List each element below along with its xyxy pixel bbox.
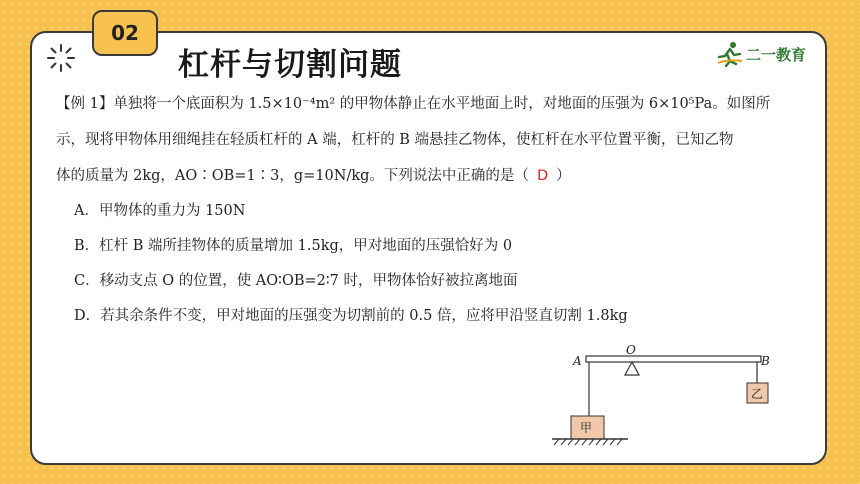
label-a: A	[573, 354, 582, 368]
block-jia-label: 甲	[580, 421, 593, 435]
block-yi-label: 乙	[751, 387, 764, 401]
question-line-3: 体的质量为 2kg，AO∶OB=1∶3，g=10N/kg。下列说法中正确的是（	[56, 168, 529, 184]
logo-text: 二一教育	[746, 45, 807, 64]
section-badge: 02	[92, 10, 158, 56]
answer-letter: D	[536, 168, 549, 184]
question-line-2: 示，现将甲物体用细绳挂在轻质杠杆的 A 端，杠杆的 B 端悬挂乙物体，使杠杆在水平位置平衡，已知乙物	[56, 132, 734, 148]
option-a: A．甲物体的重力为 150N	[74, 203, 246, 219]
lever-diagram	[548, 345, 778, 450]
question-stem	[56, 86, 816, 194]
label-o: O	[626, 345, 636, 357]
runner-logo-icon	[716, 41, 744, 67]
label-b: B	[761, 354, 770, 368]
question-line-1: 单独将一个底面积为 1.5×10⁻⁴m² 的甲物体静止在水平地面上时，对地面的压强为 6×10⁵Pa。如图所	[113, 96, 771, 112]
question-body	[56, 86, 816, 334]
ground-hatch	[554, 439, 622, 445]
page-title: 杠杆与切割问题	[178, 47, 402, 83]
option-b: B．杠杆 B 端所挂物体的质量增加 1.5kg，甲对地面的压强恰好为 0	[74, 238, 513, 254]
brand-logo	[716, 41, 806, 67]
question-line-3-end: ）	[556, 168, 571, 184]
sun-burst-icon	[46, 43, 76, 73]
fulcrum	[625, 362, 639, 375]
option-c: C．移动支点 O 的位置，使 AO∶OB=2∶7 时，甲物体恰好被拉离地面	[74, 273, 518, 289]
lever-bar	[586, 356, 761, 362]
option-d: D．若其余条件不变，甲对地面的压强变为切割前的 0.5 倍，应将甲沿竖直切割 1.8kg	[74, 308, 628, 324]
question-label: 【例 1】	[56, 96, 114, 112]
